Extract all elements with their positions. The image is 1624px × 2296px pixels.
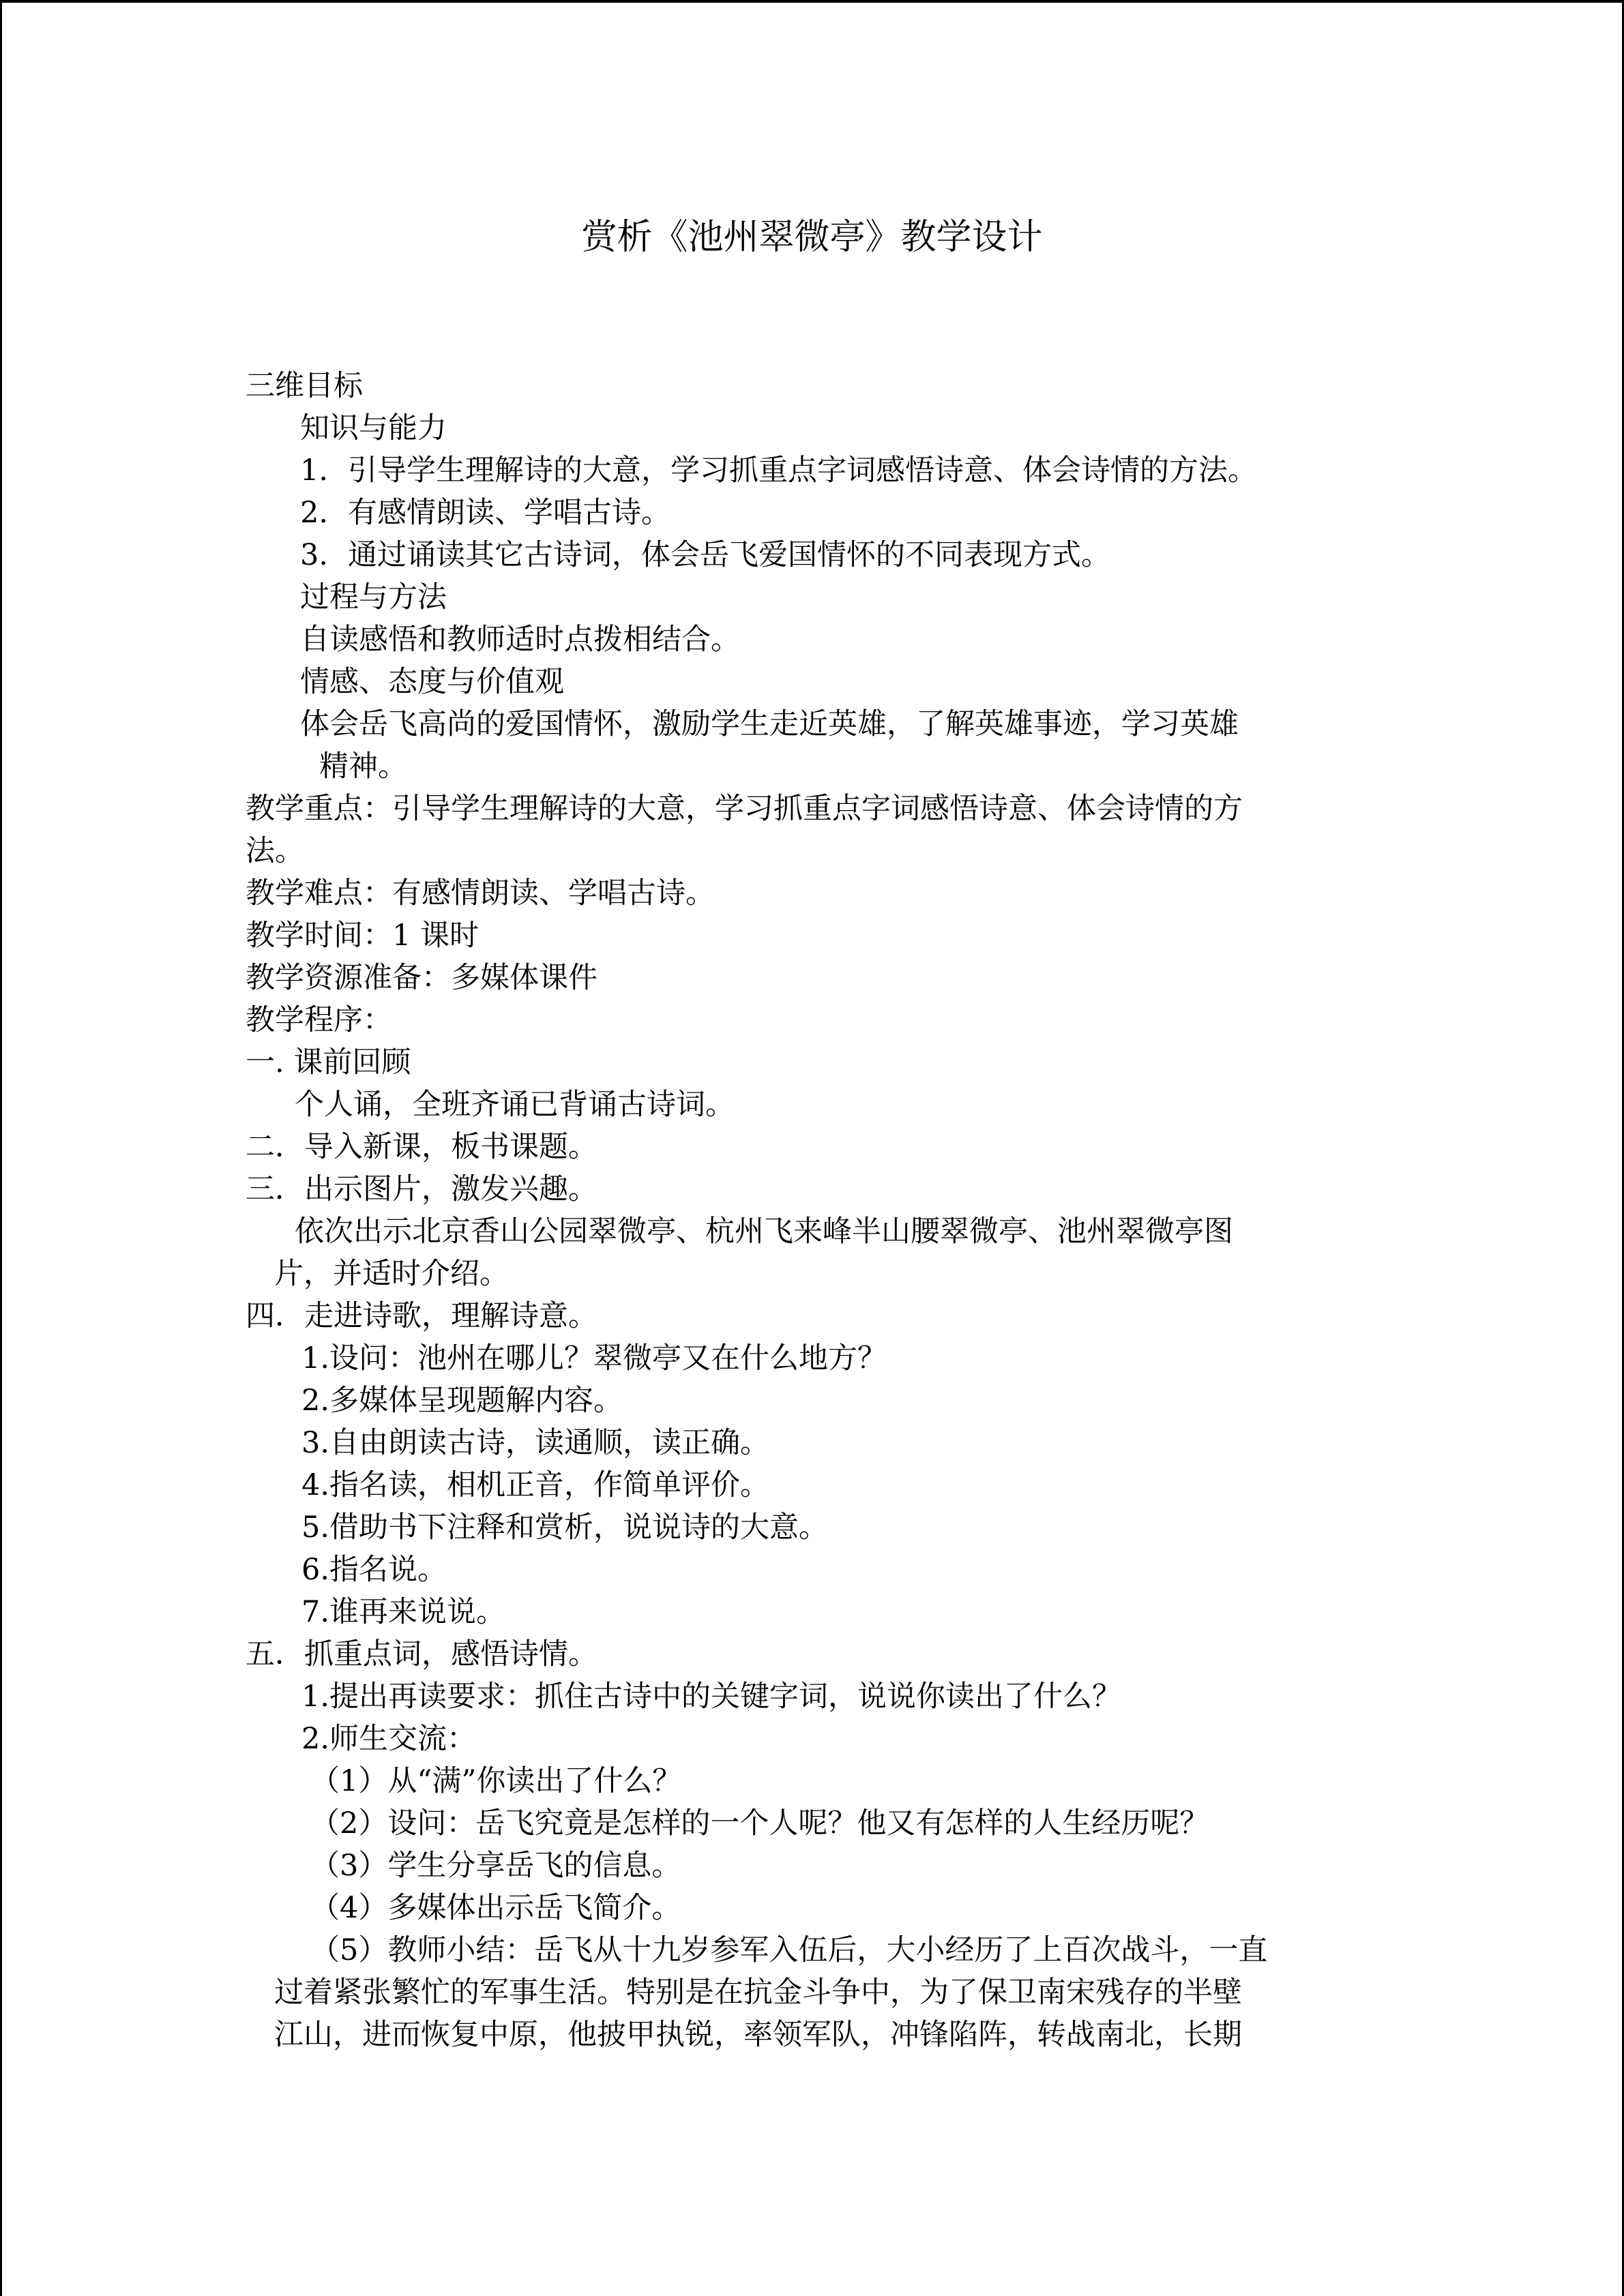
text-line bbox=[246, 999, 1371, 1041]
document-title: 赏析《池州翠微亭》教学设计 bbox=[581, 217, 1043, 258]
line-text: 片，并适时介绍。 bbox=[274, 1257, 509, 1291]
page-top-border bbox=[0, 0, 1624, 7]
line-text: 三维目标 bbox=[246, 369, 363, 403]
text-line bbox=[246, 1464, 1371, 1506]
text-line bbox=[246, 1210, 1371, 1253]
text-line bbox=[246, 872, 1371, 914]
line-text: 三．出示图片，激发兴趣。 bbox=[246, 1172, 597, 1206]
text-line bbox=[246, 1887, 1371, 1929]
line-text: 五．抓重点词，感悟诗情。 bbox=[246, 1637, 597, 1671]
line-text: （2）设问：岳飞究竟是怎样的一个人呢？他又有怎样的人生经历呢？ bbox=[310, 1806, 1209, 1840]
line-text: 情感、态度与价值观 bbox=[300, 665, 564, 699]
text-line bbox=[246, 1633, 1371, 1675]
line-text: 江山，进而恢复中原，他披甲执锐，率领军队，冲锋陷阵，转战南北，长期 bbox=[274, 2018, 1242, 2052]
line-text: 二．导入新课，板书课题。 bbox=[246, 1130, 597, 1164]
line-text: 过着紧张繁忙的军事生活。特别是在抗金斗争中，为了保卫南宋残存的半壁 bbox=[274, 1976, 1242, 2010]
text-line bbox=[246, 1337, 1371, 1380]
text-line bbox=[246, 1591, 1371, 1633]
text-line bbox=[246, 703, 1371, 745]
line-text: 通过诵读其它古诗词，体会岳飞爱国情怀的不同表现方式。 bbox=[348, 538, 1110, 572]
text-line bbox=[246, 957, 1371, 999]
text-line bbox=[246, 407, 1371, 449]
list-number: 3. bbox=[300, 538, 329, 572]
line-text: 7.谁再来说说。 bbox=[301, 1595, 506, 1629]
list-number: 2. bbox=[300, 496, 329, 530]
line-text: 2.多媒体呈现题解内容。 bbox=[301, 1384, 623, 1418]
line-text: 依次出示北京香山公园翠微亭、杭州飞来峰半山腰翠微亭、池州翠微亭图 bbox=[295, 1214, 1233, 1249]
line-text: 1.设问：池州在哪儿？翠微亭又在什么地方？ bbox=[301, 1341, 887, 1375]
text-line bbox=[246, 1971, 1371, 2014]
text-line bbox=[246, 1549, 1371, 1591]
line-text: 四．走进诗歌，理解诗意。 bbox=[246, 1299, 597, 1333]
text-line bbox=[246, 1802, 1371, 1845]
page-left-border bbox=[0, 0, 2, 2296]
text-line bbox=[246, 1718, 1371, 1760]
text-line bbox=[246, 1506, 1371, 1549]
text-line bbox=[246, 1253, 1371, 1295]
line-text: 教学重点：引导学生理解诗的大意，学习抓重点字词感悟诗意、体会诗情的方 bbox=[246, 792, 1243, 826]
line-text: 教学时间：1 课时 bbox=[246, 919, 479, 953]
text-line bbox=[246, 661, 1371, 703]
line-text: 过程与方法 bbox=[300, 580, 447, 614]
line-text: 教学资源准备：多媒体课件 bbox=[246, 961, 597, 995]
line-text: （3）学生分享岳飞的信息。 bbox=[310, 1849, 681, 1883]
line-text: 知识与能力 bbox=[300, 411, 447, 445]
text-line bbox=[246, 1126, 1371, 1168]
text-line bbox=[246, 914, 1371, 957]
line-text: （1）从“满”你读出了什么？ bbox=[310, 1764, 682, 1798]
line-text: （5）教师小结：岳飞从十九岁参军入伍后，大小经历了上百次战斗，一直 bbox=[310, 1933, 1268, 1967]
line-text: 个人诵，全班齐诵已背诵古诗词。 bbox=[295, 1088, 735, 1122]
line-text: 1.提出再读要求：抓住古诗中的关键字词，说说你读出了什么？ bbox=[301, 1680, 1122, 1714]
text-line bbox=[246, 1380, 1371, 1422]
text-line bbox=[246, 1422, 1371, 1464]
line-text: 有感情朗读、学唱古诗。 bbox=[348, 496, 670, 530]
line-text: 6.指名说。 bbox=[301, 1553, 447, 1587]
text-line bbox=[246, 576, 1371, 618]
text-line bbox=[246, 618, 1371, 661]
line-text: 教学程序： bbox=[246, 1003, 392, 1037]
line-text: 自读感悟和教师适时点拨相结合。 bbox=[300, 623, 740, 657]
text-line bbox=[246, 534, 1371, 576]
text-line bbox=[246, 449, 1371, 492]
line-text: 3.自由朗读古诗，读通顺，读正确。 bbox=[301, 1426, 770, 1460]
line-text: （4）多媒体出示岳飞简介。 bbox=[310, 1891, 681, 1925]
text-line bbox=[246, 745, 1371, 788]
text-line bbox=[246, 1929, 1371, 1971]
text-line bbox=[246, 1295, 1371, 1337]
list-number: 1. bbox=[300, 453, 329, 488]
line-text: 法。 bbox=[246, 834, 304, 868]
text-line bbox=[246, 830, 1371, 872]
text-line bbox=[246, 1675, 1371, 1718]
line-text: 引导学生理解诗的大意，学习抓重点字词感悟诗意、体会诗情的方法。 bbox=[348, 453, 1257, 488]
text-line bbox=[246, 1168, 1371, 1210]
text-line bbox=[246, 1845, 1371, 1887]
text-line bbox=[246, 788, 1371, 830]
text-line bbox=[246, 1084, 1371, 1126]
line-text: 2.师生交流： bbox=[301, 1722, 477, 1756]
text-line bbox=[246, 1041, 1371, 1084]
text-line bbox=[246, 1760, 1371, 1802]
line-text: 一. 课前回顾 bbox=[246, 1045, 411, 1079]
text-line bbox=[246, 2014, 1371, 2056]
line-text: 精神。 bbox=[319, 749, 407, 784]
line-text: 4.指名读，相机正音，作简单评价。 bbox=[301, 1468, 770, 1502]
text-line bbox=[246, 492, 1371, 534]
line-text: 教学难点：有感情朗读、学唱古诗。 bbox=[246, 876, 715, 910]
line-text: 5.借助书下注释和赏析，说说诗的大意。 bbox=[301, 1510, 829, 1545]
document-body bbox=[246, 365, 1371, 2056]
line-text: 体会岳飞高尚的爱国情怀，激励学生走近英雄，了解英雄事迹，学习英雄 bbox=[300, 707, 1239, 741]
text-line bbox=[246, 365, 1371, 407]
